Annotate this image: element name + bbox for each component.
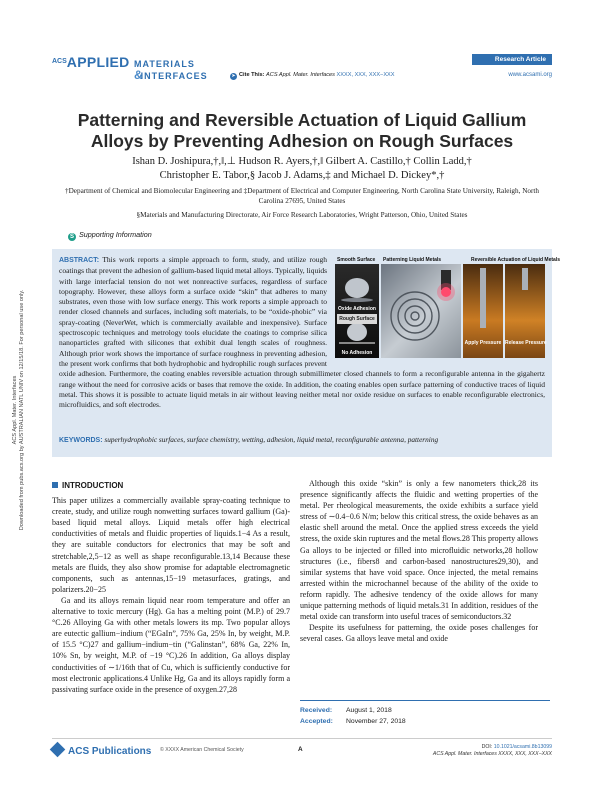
acs-publications-logo[interactable]: ACS Publications (52, 744, 151, 757)
cite-journal: ACS Appl. Mater. Interfaces (266, 72, 335, 78)
toc-label-patterning: Patterning Liquid Metals (383, 257, 442, 263)
toc-panel-release (505, 264, 545, 358)
acs-hexagon-icon (50, 742, 66, 758)
page-footer (52, 738, 552, 758)
toc-label-smooth: Smooth Surface (337, 257, 376, 263)
toc-panel-surfaces (335, 264, 379, 358)
toc-label-release: Release Pressure (505, 340, 547, 346)
doi-link[interactable]: 10.1021/acsami.8b13099 (493, 744, 552, 750)
journal-reference: ACS Appl. Mater. Interfaces XXXX, XXX, XXX−XXX (432, 750, 552, 757)
spiral-trace-illustration (381, 264, 461, 358)
cite-label: Cite This: (239, 72, 265, 78)
download-note-journal: ACS Appl. Mater. Interfaces (11, 375, 18, 445)
toc-label-noadhesion: No Adhesion (341, 350, 373, 356)
accepted-label: Accepted: (300, 718, 333, 725)
toc-graphic[interactable] (335, 255, 560, 358)
received-label: Received: (300, 707, 333, 714)
cite-icon: ➤ (231, 73, 236, 79)
received-date: August 1, 2018 (346, 707, 392, 714)
author-line-2[interactable]: Christopher E. Tabor,§ Jacob J. Adams,‡ and Michael D. Dickey*,† (159, 170, 445, 181)
supporting-info-label: Supporting Information (79, 230, 152, 239)
doi-label: DOI: (481, 744, 493, 750)
keywords-label: KEYWORDS: (59, 437, 103, 444)
keywords (59, 435, 545, 446)
intro-paragraph-3: Although this oxide “skin” is only a few nanometers thick,28 its presence significantly affects the fluidic and wetting properties of the metal. Per rheological measurements, the oxide exhibits a surface yield stress of ∼0.4−0.6 N/m; below this critical stress, the oxide behaves as an elastic shell around the metal. Once the applied stress exceeds the yield stress, the oxide skin ruptures and the metal flows.28 This property allows Ga alloys to be injected or filled into microfluidic networks,28 hollow structures (i.e., fibers8 and carbon-based nanostructures29,30), and similar systems that have void space. Once injected, the metal remains arrested within the microchannel because of the ability of the oxide to reform rapidly. The adhesive tendency of the oxide allows for many unique patterning methods of liquid metals.31 In addition, residues of the metal oxide can transform into useful traces of semiconductors.32 (300, 479, 538, 622)
supporting-information-link[interactable] (68, 230, 152, 241)
intro-paragraph-4: Despite its usefulness for patterning, the oxide poses challenges for several cases. Ga alloys leave metal and oxide (300, 623, 538, 644)
toc-label-apply: Apply Pressure (464, 340, 502, 346)
toc-panel-patterning (381, 264, 461, 358)
logo-applied: APPLIED (66, 54, 130, 70)
article-title: Patterning and Reversible Actuation of Liquid Gallium Alloys by Preventing Adhesion on Rough Surfaces (77, 110, 527, 151)
toc-label-rough: Rough Surface (337, 314, 377, 324)
abstract-body: This work reports a simple approach to form, study, and utilize rough coatings that prevent the adhesion of gallium-based liquid metal alloys. Typically, liquids with large interfacial tension do not wet nonreactive surfaces, regardless of surface topography. However, these alloys form a surface oxide “skin” that adheres to many substrates, even those with low surface energy. This work reports a simple approach to render closed channels and surfaces, including soft materials, to be “oxide-phobic” via spray-coating (NeverWet, which is commercially available and inexpensive). Surface spectroscopic techniques and metrology tools elucidate the coatings to comprise silica nanoparticles grafted with silicones that exhibit dual length scales of roughness. Although prior work shows the importance of surface roughness in preventing adhesion, the present work confirms that both hydrophobic and hydrophilic rough surfaces prevent oxide adhesion. Furthermore, the coating enables reversible actuation through submillimeter closed channels to form a reconfigurable antenna in the gigahertz range without the need for corrosive acids or bases that remove the oxide. In addition, the coating enables open surface patterning of conductive traces of liquid metal. This shows it is possible to actuate liquid metals in air without leaving neither metal nor oxide residue on surfaces to enable reconfigurable electronics, microfluidics, and soft electrodes. (59, 255, 545, 410)
article-type-badge: Research Article (472, 54, 552, 65)
download-note-line: Downloaded from pubs.acs.org by AUSTRALIAN NATL UNIV on 12/15/18. For personal use only. (19, 289, 25, 531)
toc-panel-apply (463, 264, 503, 358)
logo-ampersand: & (134, 68, 143, 82)
logo-materials: MATERIALS (134, 59, 195, 69)
toc-label-reversible: Reversible Actuation of Liquid Metals (471, 257, 560, 263)
journal-logo[interactable] (52, 54, 208, 84)
journal-header (52, 48, 552, 88)
abstract-label: ABSTRACT: (59, 257, 100, 264)
accepted-date: November 27, 2018 (346, 718, 406, 725)
intro-paragraph-1: This paper utilizes a commercially available spray-coating technique to create, study, and utilize rough nonwetting surfaces toward gallium (Ga)-based liquid metal alloys. Liquid metals offer high electrical conductivities of metals and fluidic properties of liquids.1−4 As a result, they are suitable conductors for electronics that may be soft and stretchable,2,5−12 as well as shape reconfigurable.13,14 Because these metals are fluids, they also show promise for adaptable electromagnetic components, such as antennas,15−19 metasurfaces, gratings, and polarizers.20−25 (52, 496, 290, 594)
supporting-info-icon: S (69, 234, 74, 240)
abstract (59, 255, 560, 410)
body-column-left (52, 480, 290, 695)
download-note (4, 230, 34, 590)
keywords-list: superhydrophobic surfaces, surface chemistry, wetting, adhesion, liquid metal, reconfigurable antenna, patterning (104, 435, 439, 444)
doi-block (433, 744, 552, 758)
cite-volume: XXXX, XXX, XXX−XXX (336, 72, 395, 78)
section-marker-icon (52, 482, 58, 488)
affiliation-1: †Department of Chemical and Biomolecular Engineering and ‡Department of Electrical and Computer Engineering, North Carolina State University, Raleigh, North Carolina 27695, United States (65, 187, 539, 205)
toc-label-oxide: Oxide Adhesion (338, 306, 376, 312)
journal-website-link[interactable]: www.acsami.org (508, 72, 552, 78)
article-dates (300, 700, 550, 727)
intro-paragraph-2: Ga and its alloys remain liquid near room temperature and offer an alternative to toxic mercury (Hg). Ga has a melting point (M.P.) of 29.7 °C.26 Alloying Ga with other metals lowers its mp. Two popular alloys are eutectic gallium−indium (“EGaIn”, 75% Ga, 25% In, by weight, M.P. of 15.5 °C)27 and gallium−indium−tin (“Galinstan”, 68% Ga, 22% In, 10% Sn, by weight, M.P. of −19 °C).26 In addition, Ga alloys display conductivities of ∼1/16th that of Cu, which is sufficiently conductive for most electronic applications.4 Unlike Hg, Ga and its alloys rapidly form a passivating surface oxide in the presence of oxygen.27,28 (52, 595, 290, 694)
affiliation-2: §Materials and Manufacturing Directorate, Air Force Research Laboratories, Wright Patterson, Ohio, United States (136, 211, 468, 219)
logo-interfaces: INTERFACES (140, 71, 208, 81)
copyright-notice: © XXXX American Chemical Society (160, 747, 244, 753)
acs-mark: ACS (52, 58, 67, 65)
cite-this-link[interactable] (230, 72, 395, 80)
body-column-right (300, 478, 538, 644)
page-number: A (298, 746, 303, 753)
author-list (52, 155, 552, 183)
abstract-box (52, 249, 560, 457)
author-line-1[interactable]: Ishan D. Joshipura,†,‖,⊥ Hudson R. Ayers,†,‖ Gilbert A. Castillo,† Collin Ladd,† (132, 156, 472, 167)
section-heading-introduction: INTRODUCTION (52, 480, 290, 491)
